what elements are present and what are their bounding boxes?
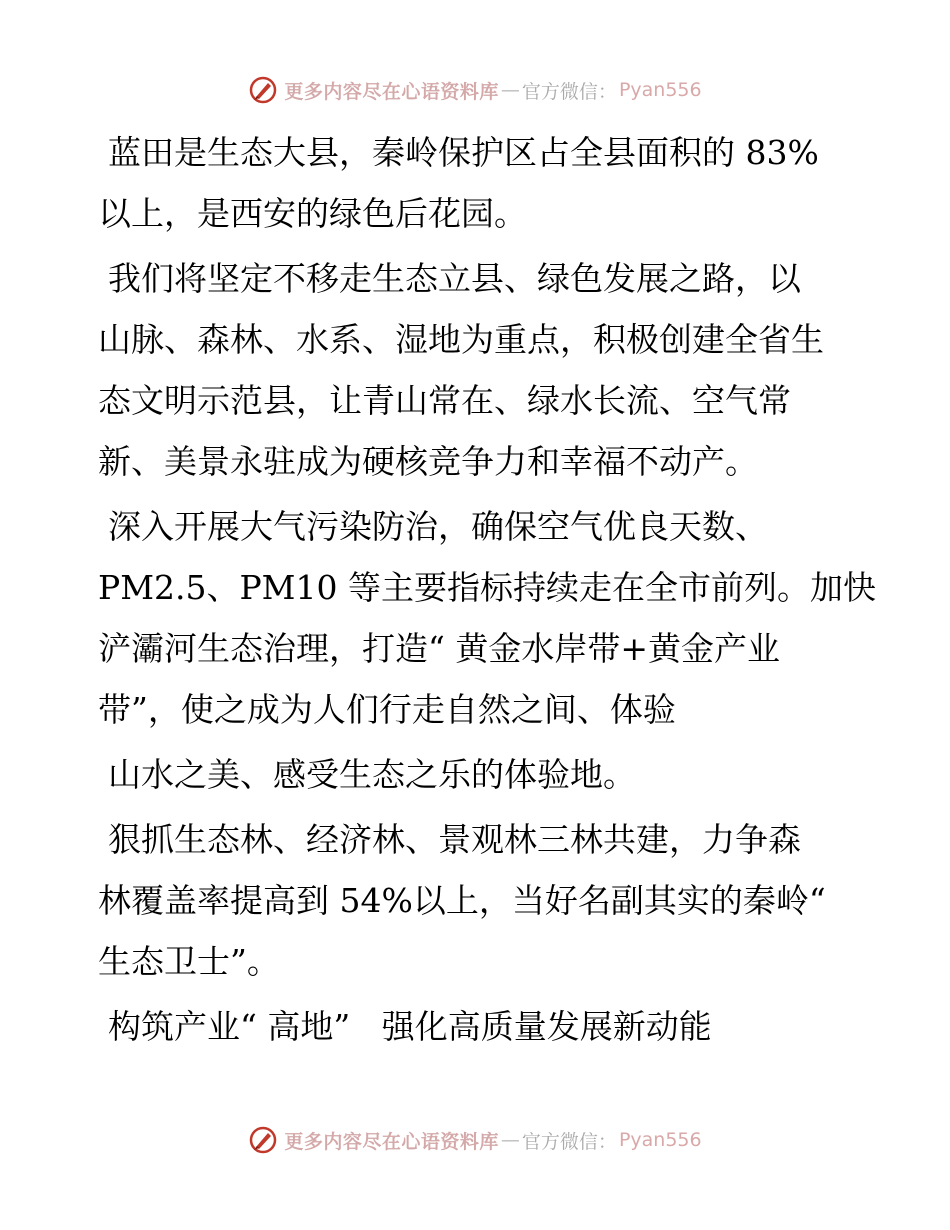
text-line: 蓝田是生态大县，秦岭保护区占全县面积的 83%: [108, 133, 819, 172]
watermark-site-text: 更多内容尽在心语资料库: [284, 1130, 499, 1153]
document-body: [98, 122, 876, 1061]
header-watermark: [0, 70, 950, 110]
paragraph-4: [98, 744, 858, 805]
pen-logo-icon: [248, 1125, 278, 1155]
text-line: PM2.5、PM10 等主要指标持续走在全市前列。加快: [98, 568, 876, 607]
text-line: 态文明示范县，让青山常在、绿水长流、空气常: [98, 381, 791, 420]
pen-logo-icon: [248, 75, 278, 105]
text-line: 新、美景永驻成为硬核竞争力和幸福不动产。: [98, 442, 758, 481]
text-line: 深入开展大气污染防治，确保空气优良天数、: [108, 507, 768, 546]
text-line: 山水之美、感受生态之乐的体验地。: [108, 755, 636, 794]
watermark-official-label: 官方微信：: [521, 80, 617, 103]
watermark-dash: —: [500, 79, 520, 101]
text-line: 我们将坚定不移走生态立县、绿色发展之路，以: [108, 259, 801, 298]
watermark-dash: —: [500, 1129, 520, 1151]
text-line: 林覆盖率提高到 54%以上，当好名副其实的秦岭“: [98, 881, 826, 920]
watermark-official-label: 官方微信：: [521, 1130, 617, 1153]
paragraph-1: [98, 122, 858, 244]
heading-line: 构筑产业“ 高地” 强化高质量发展新动能: [108, 1007, 712, 1046]
watermark-site-text: 更多内容尽在心语资料库: [284, 80, 499, 103]
text-line: 以上，是西安的绿色后花园。: [98, 194, 527, 233]
paragraph-5: [98, 809, 858, 992]
text-line: 浐灞河生态治理，打造“ 黄金水岸带+黄金产业: [98, 629, 781, 668]
text-line: 狠抓生态林、经济林、景观林三林共建，力争森: [108, 820, 801, 859]
footer-watermark: [0, 1120, 950, 1160]
watermark-wechat-id: Pyan556: [618, 1129, 702, 1151]
text-line: 生态卫士”。: [98, 942, 280, 981]
text-line: 山脉、森林、水系、湿地为重点，积极创建全省生: [98, 320, 824, 359]
paragraph-3: [98, 496, 876, 740]
text-line: 带”，使之成为人们行走自然之间、体验: [98, 690, 676, 729]
paragraph-2: [98, 248, 858, 492]
section-heading: [98, 996, 858, 1057]
watermark-wechat-id: Pyan556: [618, 79, 702, 101]
